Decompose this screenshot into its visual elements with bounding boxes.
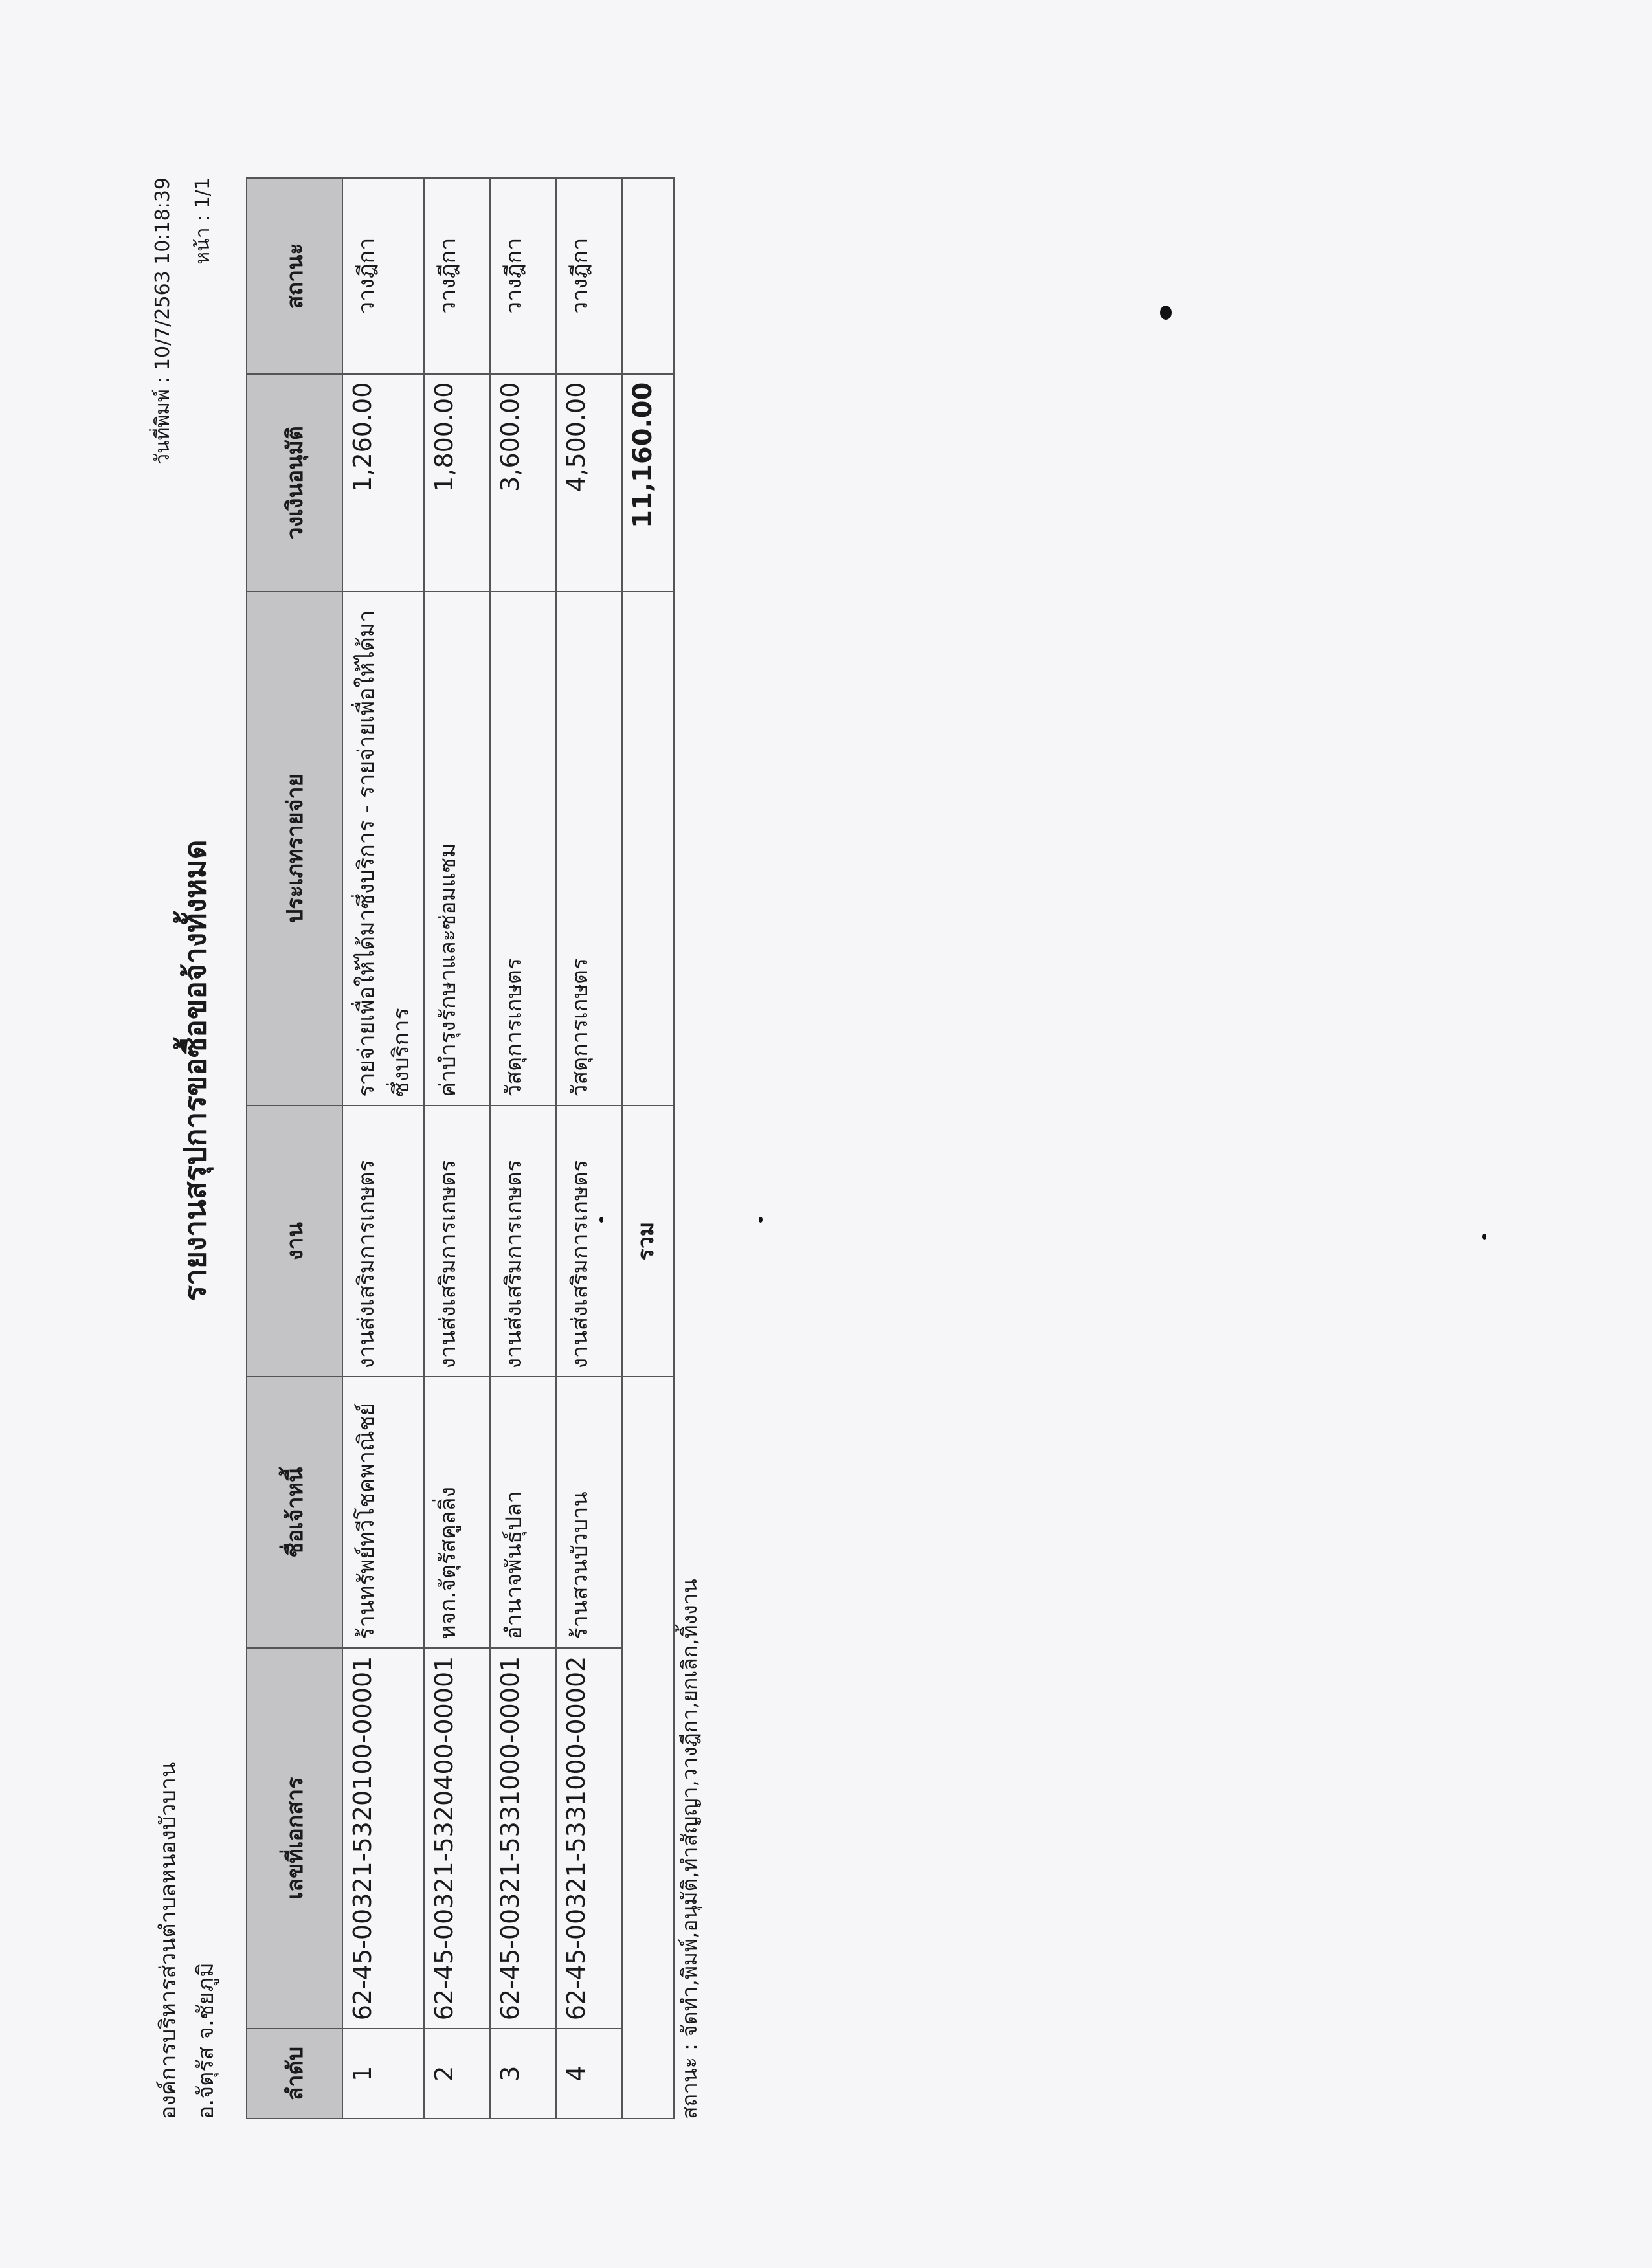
total-label: รวม bbox=[622, 1106, 674, 1377]
row-doc-number: 62-45-00321-5320100-00001 bbox=[342, 1648, 424, 2029]
page-number: หน้า : 1/1 bbox=[192, 177, 214, 265]
summary-table bbox=[246, 177, 675, 2119]
column-header-creditor: ชื่อเจ้าหนี้ bbox=[247, 1377, 342, 1647]
total-spacer bbox=[622, 1377, 674, 2118]
total-amount: 11,160.00 bbox=[622, 374, 674, 592]
row-creditor: อำนาจพันธุ์ปลา bbox=[490, 1377, 556, 1647]
column-header-expense: ประเภทรายจ่าย bbox=[247, 592, 342, 1106]
row-expense: วัสดุการเกษตร bbox=[490, 592, 556, 1106]
row-no: 1 bbox=[342, 2029, 424, 2118]
row-creditor: หจก.จัตุรัสคูลลิ่ง bbox=[424, 1377, 490, 1647]
row-expense: วัสดุการเกษตร bbox=[556, 592, 622, 1106]
row-work: งานส่งเสริมการเกษตร bbox=[490, 1106, 556, 1377]
column-header-amount: วงเงินอนุมัติ bbox=[247, 374, 342, 592]
total-spacer-expense bbox=[622, 592, 674, 1106]
scan-speck bbox=[599, 1217, 603, 1223]
row-work: งานส่งเสริมการเกษตร bbox=[424, 1106, 490, 1377]
row-expense: รายจ่ายเพื่อให้ได้มาซึ่งบริการ - รายจ่ายเพื่อให้ได้มาซึ่งบริการ bbox=[342, 592, 424, 1106]
row-work: งานส่งเสริมการเกษตร bbox=[556, 1106, 622, 1377]
scan-speck bbox=[1160, 306, 1172, 320]
column-header-status: สถานะ bbox=[247, 178, 342, 374]
print-date: วันที่พิมพ์ : 10/7/2563 10:18:39 bbox=[151, 177, 174, 465]
table-row bbox=[490, 178, 556, 2118]
row-status: วางฎีกา bbox=[490, 178, 556, 374]
row-no: 4 bbox=[556, 2029, 622, 2118]
table-row bbox=[342, 178, 424, 2118]
row-amount: 3,600.00 bbox=[490, 374, 556, 592]
org-location: อ.จัตุรัส จ.ชัยภูมิ bbox=[193, 1962, 219, 2119]
scan-speck bbox=[1482, 1234, 1486, 1240]
column-header-work: งาน bbox=[247, 1106, 342, 1377]
column-header-no: ลำดับ bbox=[247, 2029, 342, 2118]
status-legend: สถานะ : จัดทำ,พิมพ์,อนุมัติ,ทำสัญญา,วางฎีกา,ยกเลิก,ทิ้งงาน bbox=[677, 1579, 702, 2119]
total-row bbox=[622, 178, 674, 2118]
row-status: วางฎีกา bbox=[342, 178, 424, 374]
row-creditor: ร้านทรัพย์ทวีโชคพาณิชย์ bbox=[342, 1377, 424, 1647]
row-creditor: ร้านสวนบัวบาน bbox=[556, 1377, 622, 1647]
report-title: รายงานสรุปการขอซื้อขอจ้างทั้งหมด bbox=[177, 839, 212, 1302]
row-amount: 4,500.00 bbox=[556, 374, 622, 592]
row-expense: ค่าบำรุงรักษาและซ่อมแซม bbox=[424, 592, 490, 1106]
table-row bbox=[556, 178, 622, 2118]
row-status: วางฎีกา bbox=[424, 178, 490, 374]
total-spacer-status bbox=[622, 178, 674, 374]
row-no: 2 bbox=[424, 2029, 490, 2118]
row-work: งานส่งเสริมการเกษตร bbox=[342, 1106, 424, 1377]
row-status: วางฎีกา bbox=[556, 178, 622, 374]
scan-speck bbox=[759, 1217, 763, 1223]
row-amount: 1,260.00 bbox=[342, 374, 424, 592]
row-doc-number: 62-45-00321-5331000-00002 bbox=[556, 1648, 622, 2029]
table-header-row bbox=[247, 178, 342, 2118]
column-header-doc: เลขที่เอกสาร bbox=[247, 1648, 342, 2029]
row-no: 3 bbox=[490, 2029, 556, 2118]
row-doc-number: 62-45-00321-5320400-00001 bbox=[424, 1648, 490, 2029]
row-doc-number: 62-45-00321-5331000-00001 bbox=[490, 1648, 556, 2029]
org-name: องค์การบริหารส่วนตำบลหนองบัวบาน bbox=[155, 1762, 181, 2119]
table-row bbox=[424, 178, 490, 2118]
row-amount: 1,800.00 bbox=[424, 374, 490, 592]
